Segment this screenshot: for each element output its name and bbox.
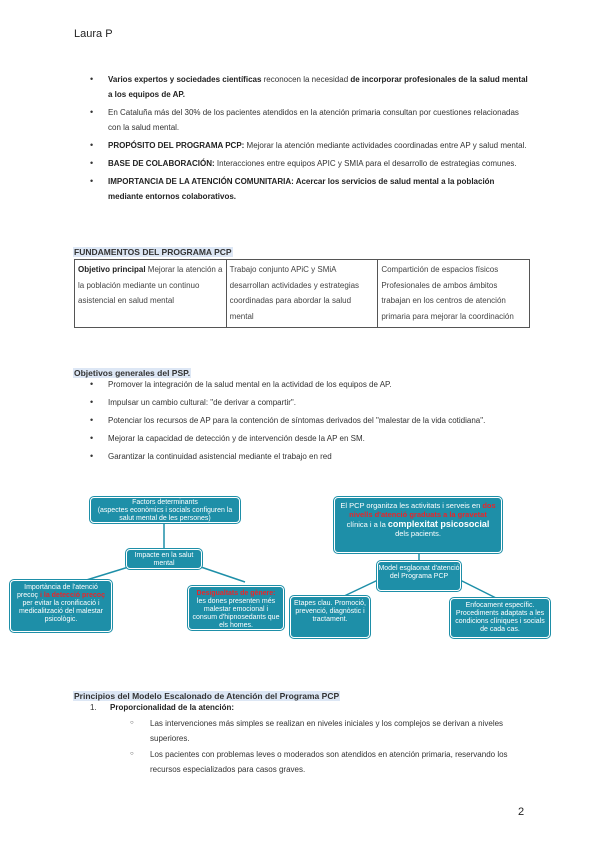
bullet-item: • Varios expertos y sociedades científicas reconocen la necesidad de incorporar profesionales de la salud mental a los equipos de AP.	[90, 72, 530, 102]
specific-approach-box: Enfocament específic. Procediments adaptats a les condicions clíniques i socials de cada cas.	[450, 598, 550, 638]
impact-box: Impacte en la salut mental	[126, 549, 202, 569]
sub-item: ○ Las intervenciones más simples se realizan en niveles iniciales y los complejos se derivan a niveles superiores.	[110, 716, 530, 746]
bullet-item: • PROPÓSITO DEL PROGRAMA PCP: Mejorar la atención mediante actividades coordinadas entre AP y salud mental.	[90, 138, 530, 153]
fundamentos-title: FUNDAMENTOS DEL PROGRAMA PCP	[74, 247, 232, 257]
list-item: • Potenciar los recursos de AP para la contención de síntomas derivados del "malestar de la vida cotidiana".	[90, 413, 530, 428]
list-item: • Impulsar un cambio cultural: "de derivar a compartir".	[90, 395, 530, 410]
list-item: • Garantizar la continuidad asistencial mediante el trabajo en red	[90, 449, 530, 464]
key-stages-box: Etapes clau. Promoció, prevenció, diagnòstic i tractament.	[290, 596, 370, 638]
objetivos-title: Objetivos generales del PSP.	[74, 368, 191, 378]
principios-list	[90, 700, 530, 777]
table-cell: Objetivo principal Mejorar la atención a la población mediante un continuo asistencial en salud mental	[75, 260, 227, 328]
early-detection-box: Importància de l'atenció precoç i la detecció precoç per evitar la cronificació i medicalització del malestar psicològic.	[10, 580, 112, 632]
list-item: • Mejorar la capacidad de detección y de intervención desde la AP en SM.	[90, 431, 530, 446]
factors-box: Factors determinants (aspectes econòmics i socials configuren la salut mental de les persones)	[90, 497, 240, 523]
author-name: Laura P	[74, 28, 113, 40]
principios-title: Principios del Modelo Escalonado de Atención del Programa PCP	[74, 691, 340, 701]
table-cell: Compartición de espacios físicos Profesionales de ambos ámbitos trabajan en los centros de atención primaria para mejorar la coordinación	[378, 260, 530, 328]
sub-item: ○ Los pacientes con problemas leves o moderados son atendidos en atención primaria, reservando los recursos especializados para casos graves.	[110, 747, 530, 777]
table-cell: Trabajo conjunto APiC y SMiA desarrollan actividades y estrategias coordinadas para abordar la salud mental	[226, 260, 378, 328]
bullet-item: • En Cataluña más del 30% de los pacientes atendidos en la atención primaria consultan por cuestiones relacionadas con la salud mental.	[90, 105, 530, 135]
model-box: Model esglaonat d'atenció del Programa PCP	[377, 561, 461, 591]
bullet-item: • BASE DE COLABORACIÓN: Interacciones entre equipos APIC y SMIA para el desarrollo de estrategias comunes.	[90, 156, 530, 171]
pcp-levels-box: El PCP organitza les activitats i serveis en dos nivells d'atenció graduats a la gravetat clínica i a la complexitat psicosocial dels pacients.	[334, 497, 502, 553]
list-item: • Promover la integración de la salud mental en la actividad de los equipos de AP.	[90, 377, 530, 392]
numbered-item: 1. Proporcionalidad de la atención: ○ Las intervenciones más simples se realizan en niveles iniciales y los complejos se derivan a niveles superiores. ○ Los pacientes con problemas leves o moderados son atendidos en atención primaria, reservando los recursos especializados para casos graves.	[90, 700, 530, 777]
gender-inequality-box: Desigualtats de gènere: les dones presenten més malestar emocional i consum d'hipnosedants que els homes.	[188, 586, 284, 630]
page-number: 2	[518, 806, 525, 818]
bullet-item: • IMPORTANCIA DE LA ATENCIÓN COMUNITARIA: Acercar los servicios de salud mental a la población mediante entornos colaborativos.	[90, 174, 530, 204]
